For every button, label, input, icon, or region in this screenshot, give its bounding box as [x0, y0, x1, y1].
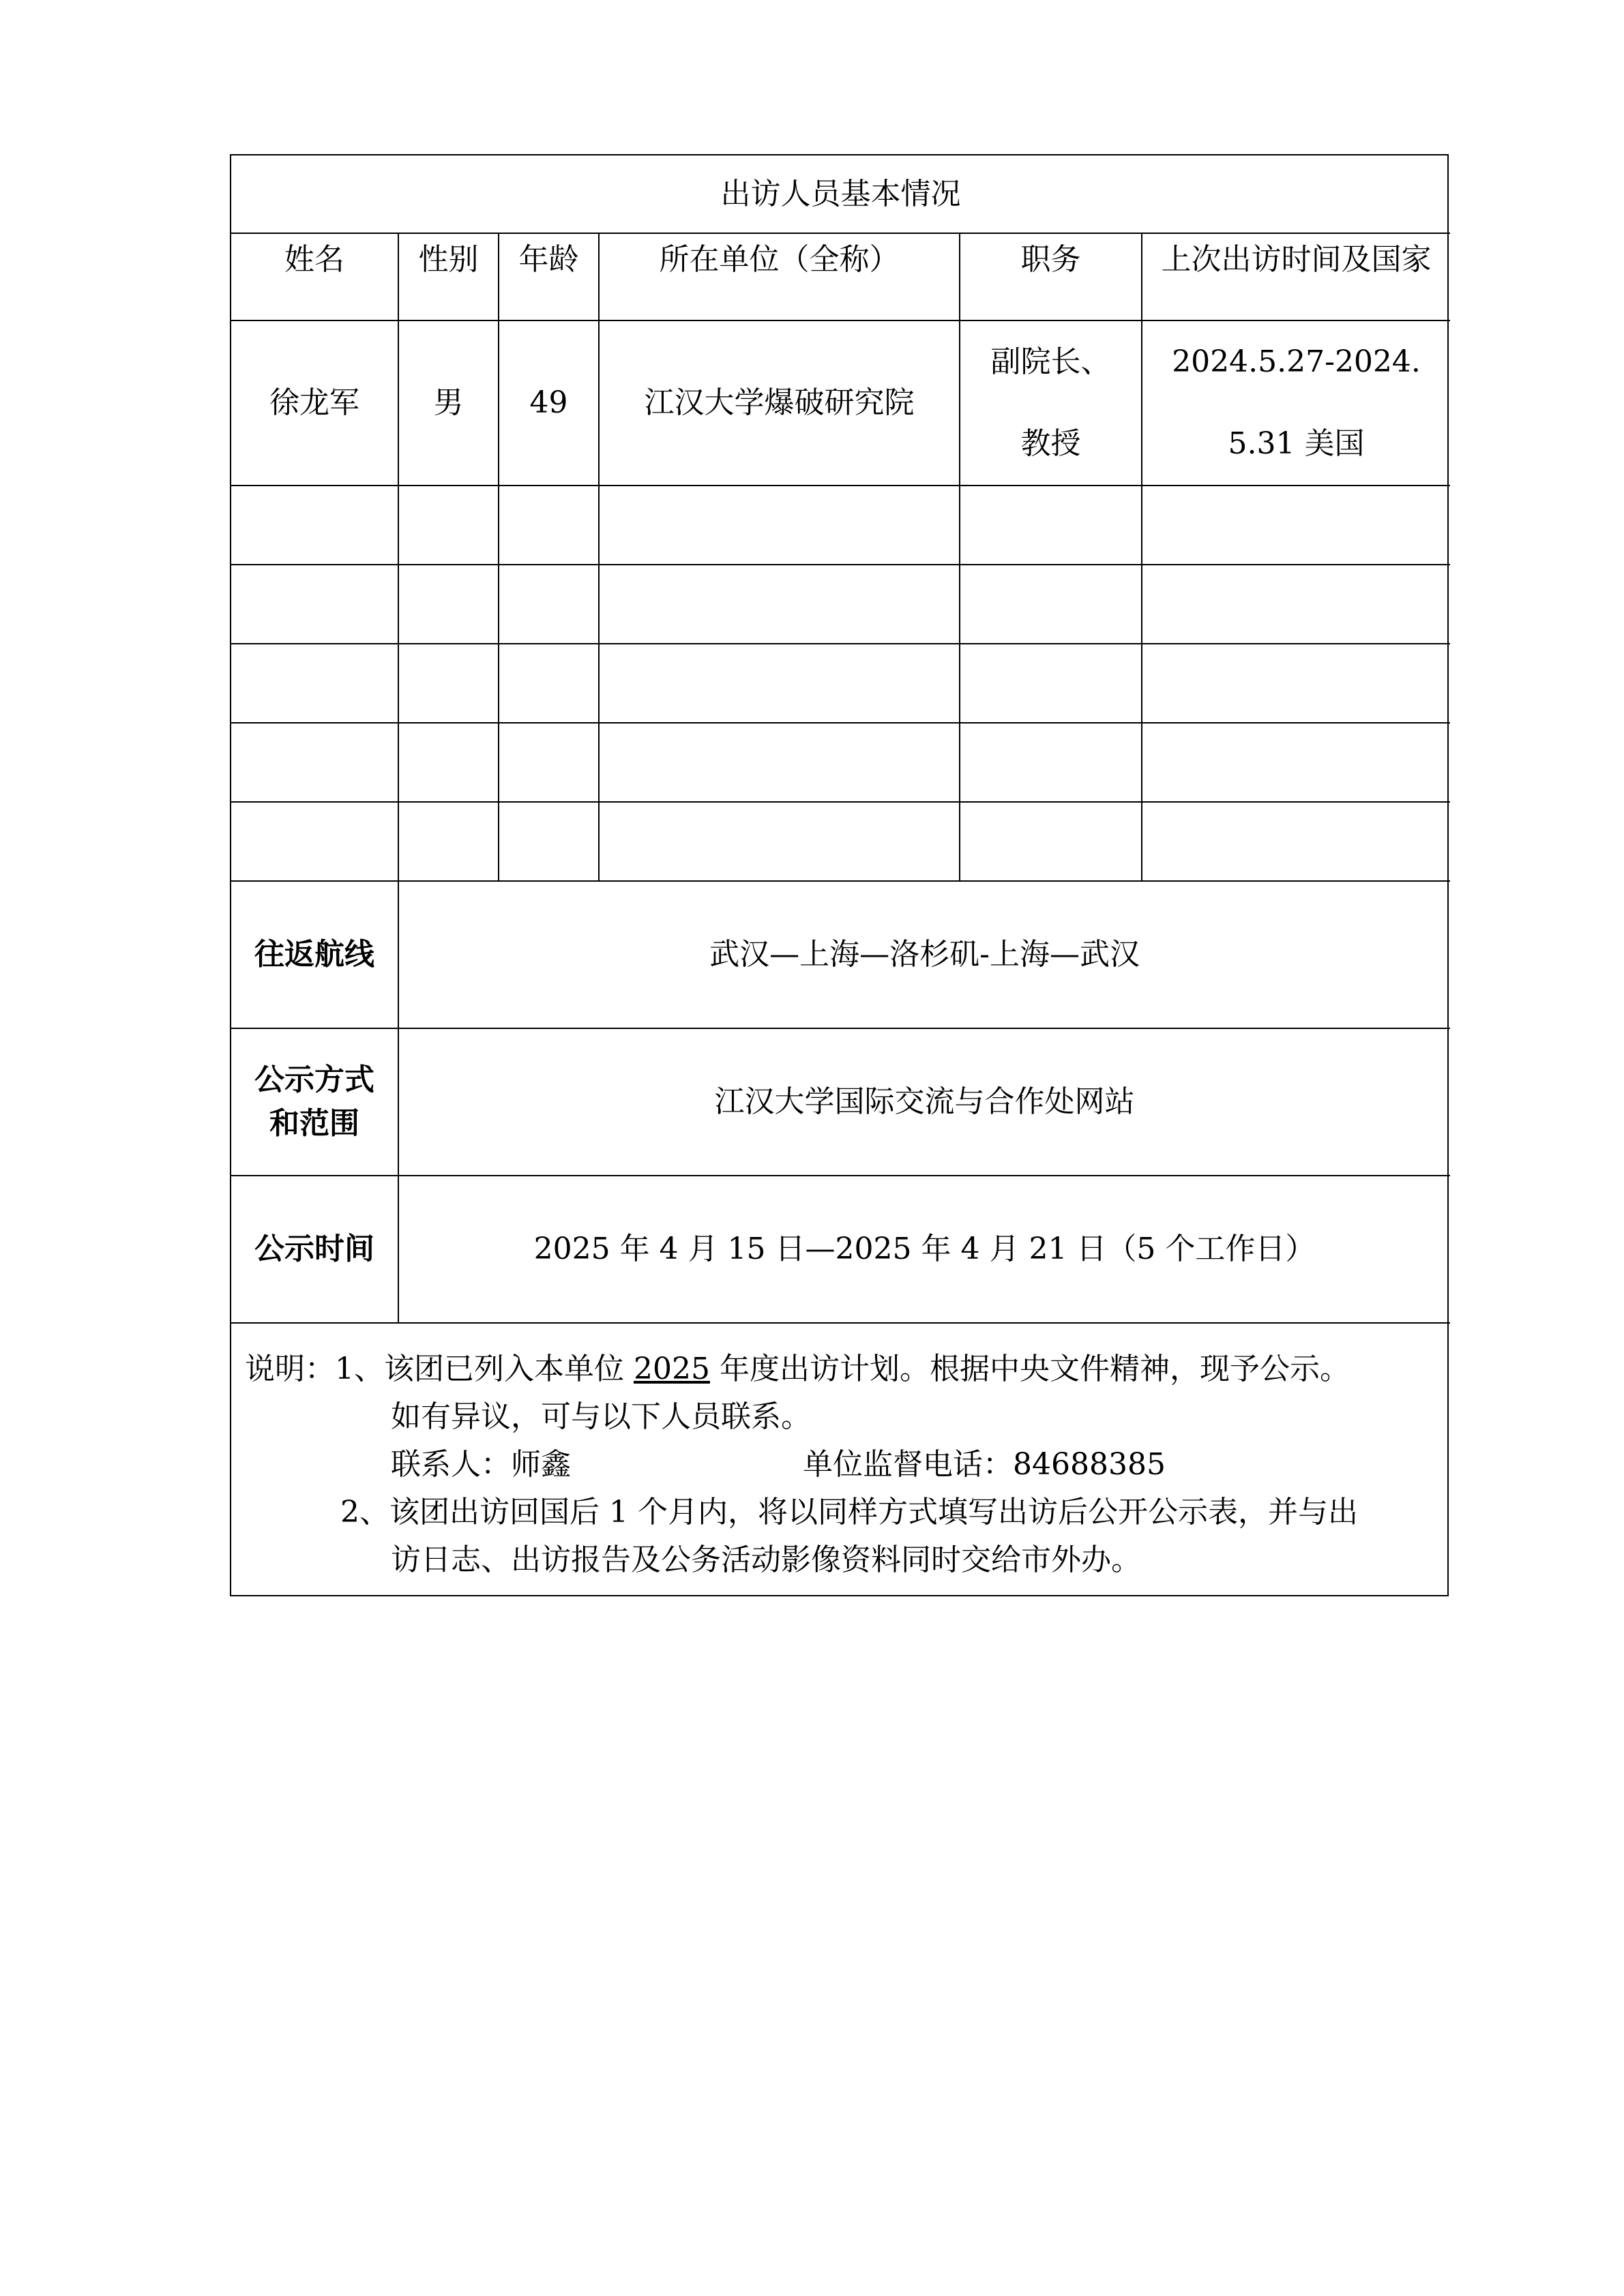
note-line-1-suffix: 年度出访计划。根据中央文件精神，现予公示。 — [719, 1352, 1350, 1386]
empty-row — [231, 644, 1450, 723]
cell-gender: 男 — [398, 320, 499, 486]
position-line-1: 副院长、 — [990, 344, 1111, 379]
note-contact-line — [245, 1441, 1434, 1489]
supervision-phone: 单位监督电话：84688385 — [803, 1447, 1166, 1482]
route-row — [231, 881, 1450, 1028]
scope-value: 江汉大学国际交流与合作处网站 — [398, 1028, 1450, 1176]
note-plan-year: 2025 — [634, 1352, 710, 1386]
note-line-4: 2、该团出访回国后 1 个月内，将以同样方式填写出访后公开公示表，并与出 — [340, 1495, 1358, 1530]
notes-section — [231, 1324, 1447, 1595]
time-row — [231, 1176, 1450, 1323]
header-name: 姓名 — [231, 233, 398, 320]
scope-label — [231, 1028, 398, 1176]
scope-label-line-2: 和范围 — [269, 1106, 359, 1141]
header-gender: 性别 — [398, 233, 499, 320]
empty-row — [231, 486, 1450, 565]
table-title: 出访人员基本情况 — [231, 155, 1450, 233]
visitor-table — [231, 155, 1450, 1324]
note-line-5: 访日志、出访报告及公务活动影像资料同时交给市外办。 — [391, 1542, 1141, 1577]
header-unit: 所在单位（全称） — [599, 233, 960, 320]
cell-unit: 江汉大学爆破研究院 — [599, 320, 960, 486]
cell-position — [960, 320, 1142, 486]
note-line-1-prefix: 说明：1、该团已列入本单位 — [245, 1352, 624, 1386]
header-age: 年龄 — [499, 233, 599, 320]
empty-row — [231, 565, 1450, 644]
position-line-2: 教授 — [1020, 426, 1081, 461]
time-value: 2025 年 4 月 15 日—2025 年 4 月 21 日（5 个工作日） — [398, 1176, 1450, 1323]
time-label: 公示时间 — [231, 1176, 398, 1323]
disclosure-form — [230, 154, 1449, 1596]
last-visit-line-1: 2024.5.27-2024. — [1172, 344, 1421, 379]
empty-row — [231, 802, 1450, 881]
cell-last-visit — [1142, 320, 1450, 486]
cell-name: 徐龙军 — [231, 320, 398, 486]
contact-person: 联系人：师鑫 — [391, 1447, 571, 1482]
empty-row — [231, 723, 1450, 802]
note-line-2: 如有异议，可与以下人员联系。 — [391, 1399, 811, 1434]
header-row — [231, 233, 1450, 320]
scope-label-line-1: 公示方式 — [254, 1062, 374, 1097]
scope-row — [231, 1028, 1450, 1176]
route-label: 往返航线 — [231, 881, 398, 1028]
header-last-visit: 上次出访时间及国家 — [1142, 233, 1450, 320]
last-visit-line-2: 5.31 美国 — [1228, 426, 1365, 461]
route-value: 武汉—上海—洛杉矶-上海—武汉 — [398, 881, 1450, 1028]
header-position: 职务 — [960, 233, 1142, 320]
table-row — [231, 320, 1450, 486]
note-line-1 — [245, 1345, 1434, 1393]
cell-age: 49 — [499, 320, 599, 486]
